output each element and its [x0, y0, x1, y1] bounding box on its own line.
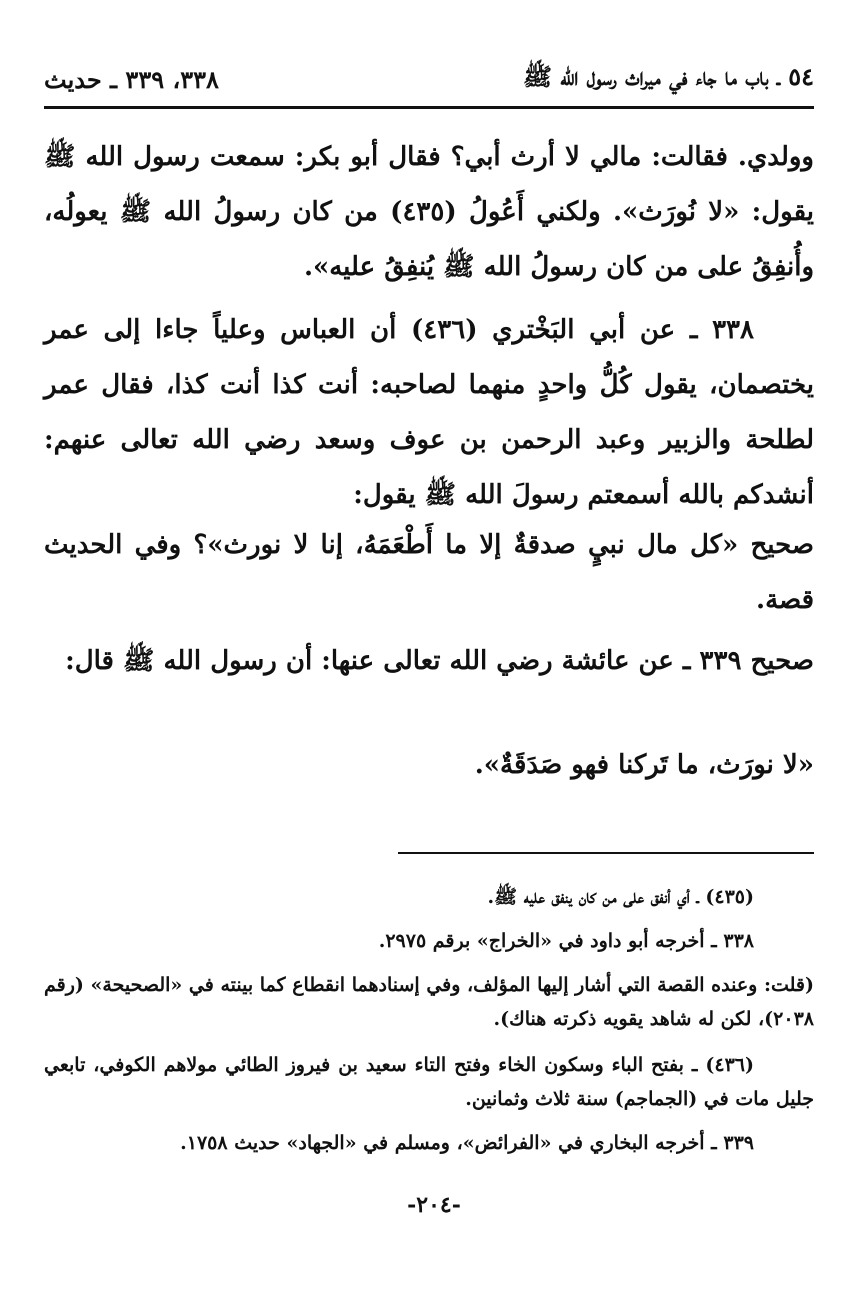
- chapter-title: ٥٤ ـ باب ما جاء في ميراث رسول الله ﷺ: [522, 61, 814, 91]
- paragraph-continuation: وولدي. فقالت: مالي لا أرث أبي؟ فقال أبو بكر: سمعت رسول الله ﷺ يقول: «لا نُورَث». ولكني أَعُولُ (٤٣٥) من كان رسولُ الله ﷺ يعولُه، وأُنفِقُ على من كان رسولُ الله ﷺ يُنفِقُ عليه».: [44, 142, 814, 282]
- footnote-remark: (قلت: وعنده القصة التي أشار إليها المؤلف، وفي إسنادهما انقطاع كما بينته في «الصحيحة» (رقم ٢٠٣٨)، لكن له شاهد يقويه ذكرته هناك).: [44, 974, 814, 1030]
- running-header: [44, 58, 814, 100]
- footnote-divider: [398, 852, 814, 854]
- footnote-339: ٣٣٩ ـ أخرجه البخاري في «الفرائض»، ومسلم في «الجهاد» حديث ١٧٥٨.: [180, 1132, 754, 1154]
- hadith-339: صحيح ٣٣٩ ـ عن عائشة رضي الله تعالى عنها: أن رسول الله ﷺ قال:: [65, 646, 814, 676]
- header-divider: [44, 106, 814, 109]
- hadith-range: ٣٣٨، ٣٣٩ ـ حديث: [44, 64, 219, 94]
- hadith-339-text: «لا نورَث، ما تَركنا فهو صَدَقَةٌ».: [474, 750, 814, 780]
- hadith-338: ٣٣٨ ـ عن أبي البَخْتري (٤٣٦) أن العباس وعلياً جاءا إلى عمر يختصمان، يقول كُلُّ واحدٍ منهما لصاحبه: أنت كذا أنت كذا، فقال عمر لطلحة والزبير وعبد الرحمن بن عوف وسعد رضي الله تعالى عنهم: أنشدكم بالله أسمعتم رسولَ الله ﷺ يقول:: [44, 315, 814, 510]
- footnote-338: ٣٣٨ ـ أخرجه أبو داود في «الخراج» برقم ٢٩٧٥.: [378, 930, 754, 952]
- page-number: -٢٠٤-: [407, 1192, 461, 1218]
- footnote-435: (٤٣٥) ـ أي أنفق على من كان ينفق عليه ﷺ.: [487, 886, 754, 908]
- hadith-338-text: صحيح «كل مال نبيٍ صدقةٌ إلا ما أَطْعَمَهُ، إنا لا نورث»؟ وفي الحديث قصة.: [44, 530, 814, 615]
- footnote-436: (٤٣٦) ـ بفتح الباء وسكون الخاء وفتح التاء سعيد بن فيروز الطائي مولاهم الكوفي، تابعي جليل مات في (الجماجم) سنة ثلاث وثمانين.: [44, 1054, 814, 1110]
